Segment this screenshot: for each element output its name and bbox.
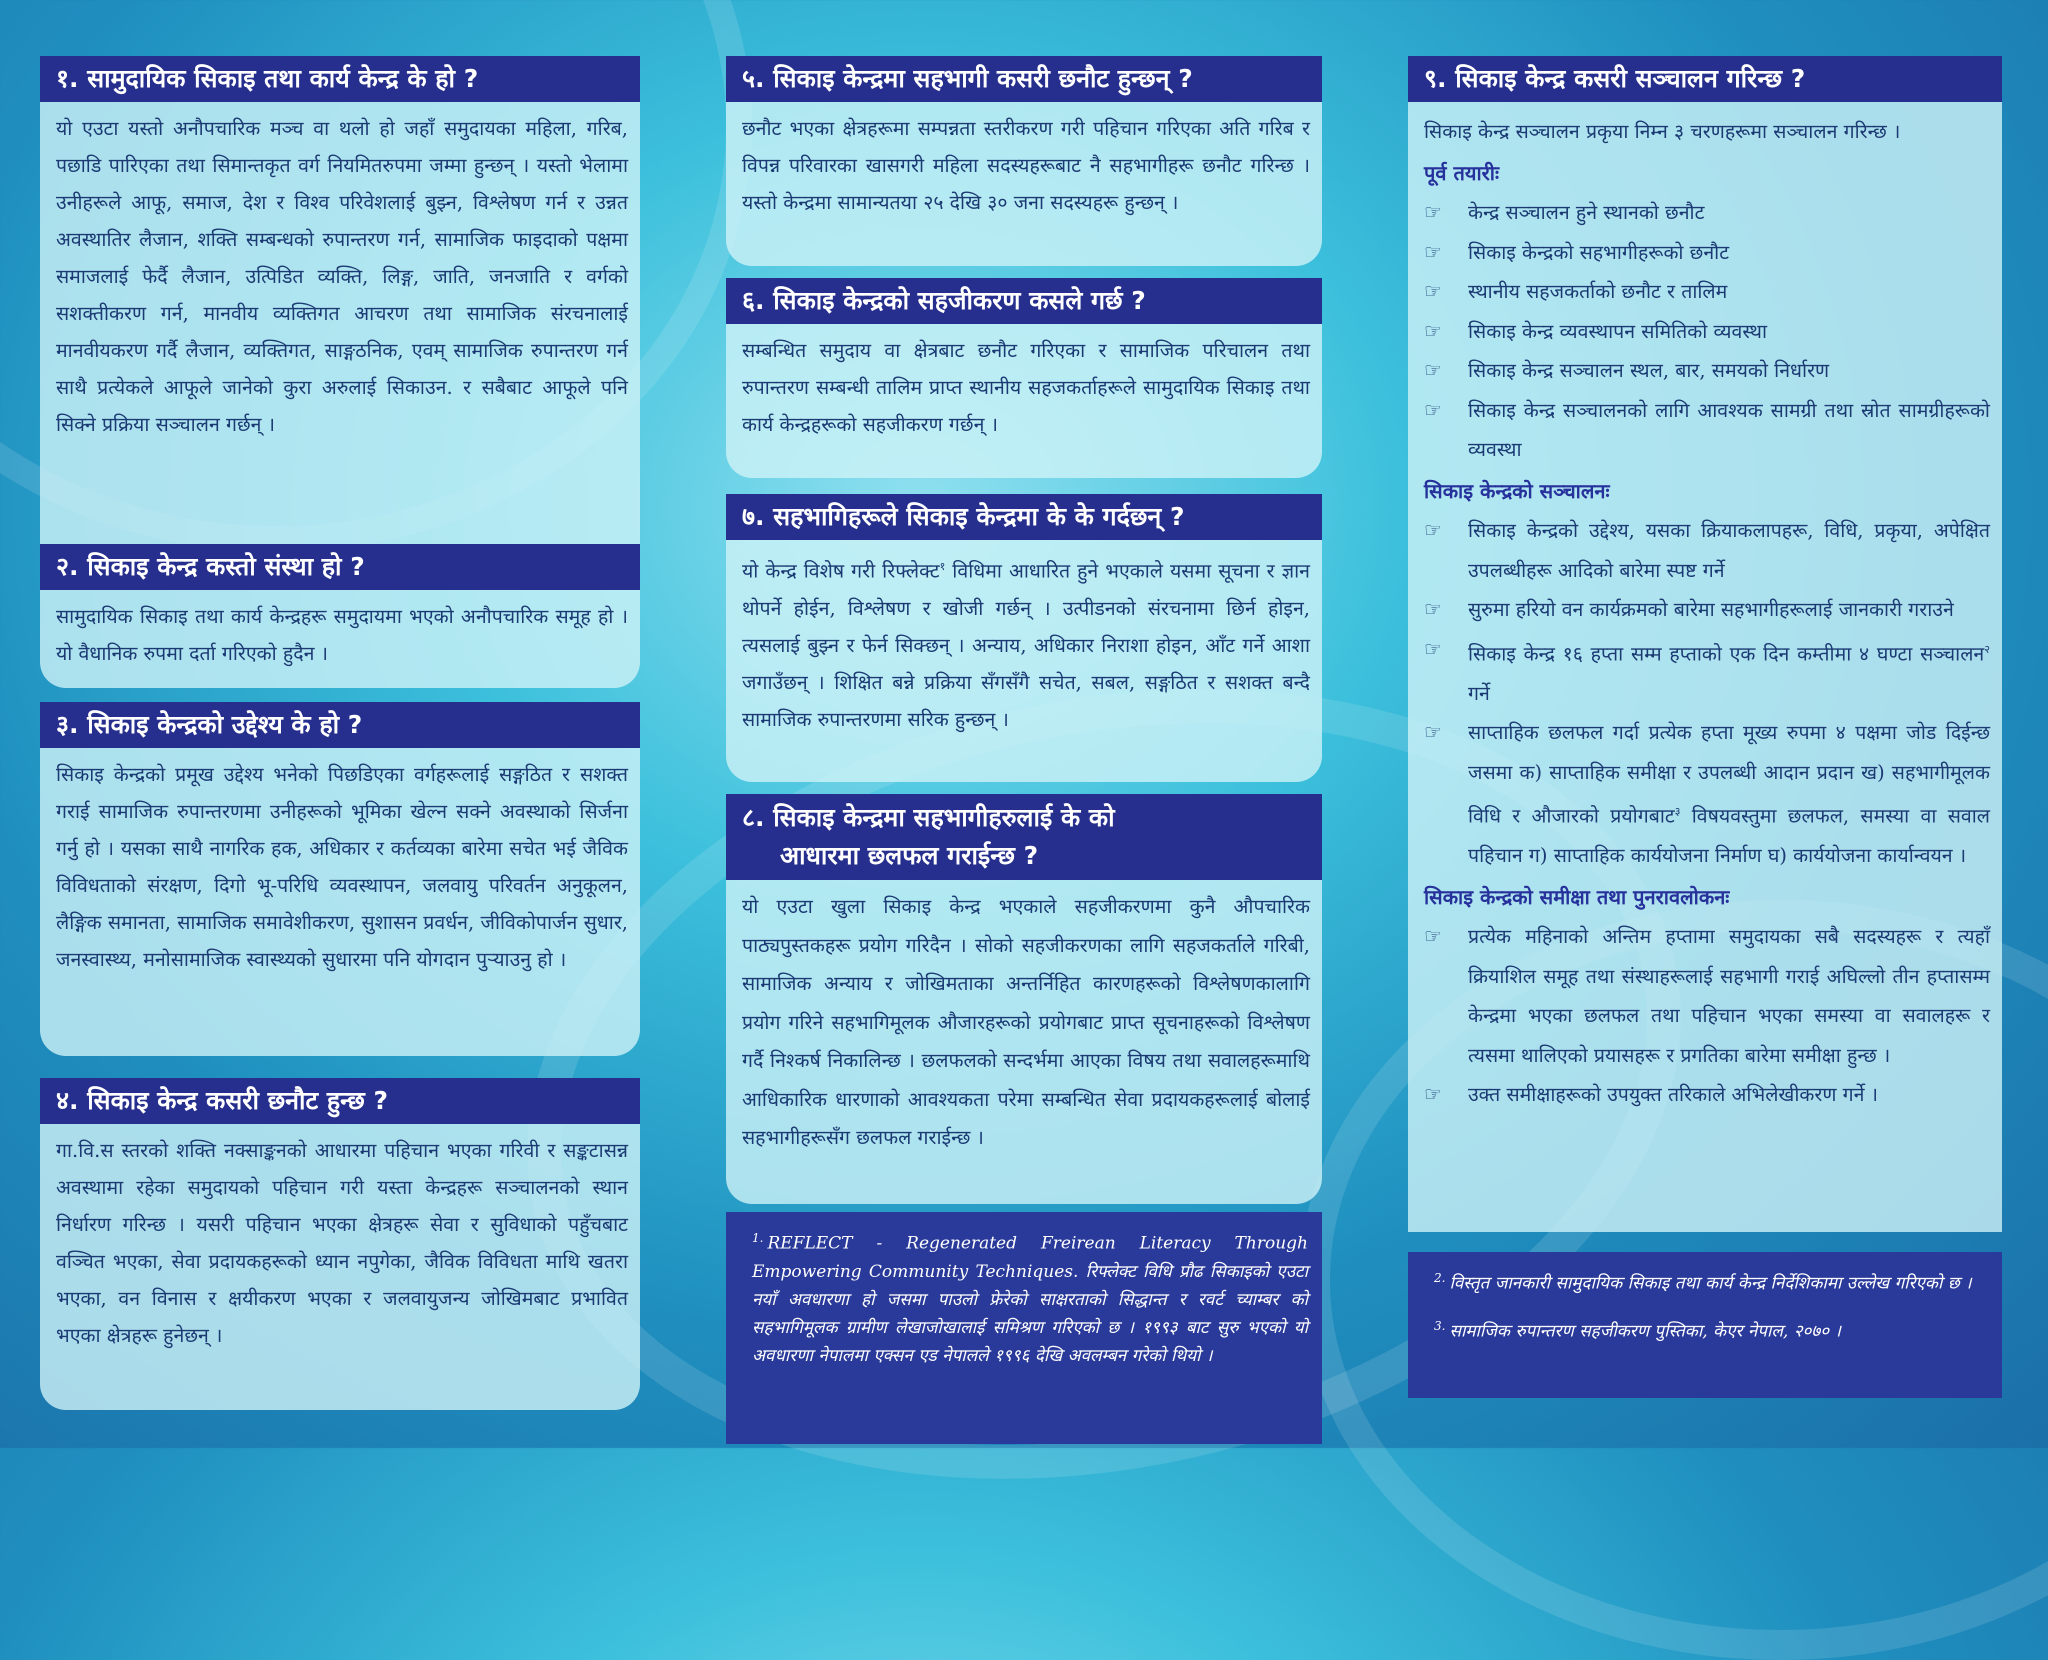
pointing-hand-icon: ☞	[1424, 720, 1442, 744]
list-review	[1424, 917, 1990, 1115]
section-4-title: ४. सिकाइ केन्द्र कसरी छनौट हुन्छ ?	[40, 1078, 640, 1124]
footnote-2	[1434, 1264, 1988, 1298]
pointing-hand-icon: ☞	[1424, 1082, 1442, 1106]
section-8	[726, 794, 1322, 1204]
section-1-title: १. सामुदायिक सिकाइ तथा कार्य केन्द्र के हो ?	[40, 56, 640, 102]
group-heading-review: सिकाइ केन्द्रको समीक्षा तथा पुनरावलोकनः	[1424, 884, 1730, 909]
section-5-title: ५. सिकाइ केन्द्रमा सहभागी कसरी छनौट हुन्छन् ?	[726, 56, 1322, 102]
section-8-title-line2: आधारमा छलफल गराईन्छ ?	[780, 841, 1039, 870]
section-7-body-text: विधिमा आधारित हुने भएकाले यसमा सूचना र ज्ञान थोपर्ने होईन, विश्लेषण र खोजी गर्छन् । उत्पीडनको संरचनामा छिर्न होइन, त्यसलाई बुझ्न र फेर्न सिक्छन् । अन्याय, अधिकार निराशा होइन, आँट गर्ने आशा जगाउँछन् । शिक्षित बन्ने प्रक्रिया सँगसँगै सचेत, सबल, सङ्गठित र सशक्त बन्दै सामाजिक रुपान्तरणमा सरिक हुन्छन् ।	[742, 559, 1310, 731]
footnote-number: 3.	[1434, 1318, 1446, 1333]
section-4	[40, 1078, 640, 1410]
section-7-body-text: यो केन्द्र विशेष गरी रिफ्लेक्ट	[742, 559, 940, 583]
section-3-body: सिकाइ केन्द्रको प्रमूख उद्देश्य भनेको पिछडिएका वर्गहरूलाई सङ्गठित र सशक्त गराई सामाजिक रुपान्तरणमा उनीहरूको भूमिका खेल्न सक्ने अवस्थाको सिर्जना गर्नु हो । यसका साथै नागरिक हक, अधिकार र कर्तव्यका बारेमा सचेत भई जैविक विविधताको संरक्षण, दिगो भू-परिधि व्यवस्थापन, जलवायु परिवर्तन अनुकूलन, लैङ्गिक समानता, सामाजिक समावेशीकरण, सुशासन प्रवर्धन, जीविकोपार्जन सुधार, जनस्वास्थ्य, मनोसामाजिक स्वास्थ्यको सुधारमा पनि योगदान पुऱ्याउनु हो ।	[40, 748, 640, 1056]
section-4-body: गा.वि.स स्तरको शक्ति नक्साङ्कनको आधारमा पहिचान भएका गरिवी र सङ्कटासन्न अवस्थामा रहेका समुदायको पहिचान गरी यस्ता केन्द्रहरू सञ्चालनको स्थान निर्धारण गरिन्छ । यसरी पहिचान भएका क्षेत्रहरू सेवा र सुविधाको पहुँचबाट वञ्चित भएका, सेवा प्रदायकहरूको ध्यान नपुगेका, जैविक विविधता माथि खतरा भएका, वन विनास र क्षयीकरण भएका र जलवायुजन्य जोखिमबाट प्रभावित भएका क्षेत्रहरू हुनेछन् ।	[40, 1124, 640, 1410]
pointing-hand-icon: ☞	[1424, 318, 1442, 343]
section-8-body: यो एउटा खुला सिकाइ केन्द्र भएकाले सहजीकरणमा कुनै औपचारिक पाठ्यपुस्तकहरू प्रयोग गरिदैन । सोको सहजीकरणका लागि सहजकर्ताले गरिबी, सामाजिक अन्याय र जोखिमताका अन्तर्निहित कारणहरूको विश्लेषणकालागि प्रयोग गरिने सहभागिमूलक औजारहरूको प्रयोगबाट प्राप्त सूचनाहरूको विश्लेषण गर्दै निश्कर्ष निकालिन्छ । छलफलको सन्दर्भमा आएका विषय तथा सवालहरूमाथि आधिकारिक धारणाको आवश्यकता परेमा सम्बन्धित सेवा प्रदायकहरूलाई बोलाई सहभागीहरूसँग छलफल गराईन्छ ।	[726, 880, 1322, 1204]
list-item: ☞ सिकाइ केन्द्र १६ हप्ता सम्म हप्ताको एक दिन कम्तीमा ४ घण्टा सञ्चालन$^२$ गर्ने	[1424, 630, 1990, 714]
section-5-body: छनौट भएका क्षेत्रहरूमा सम्पन्नता स्तरीकरण गरी पहिचान गरिएका अति गरिब र विपन्न परिवारका खासगरी महिला सदस्यहरूबाट नै सहभागीहरू छनौट गरिन्छ । यस्तो केन्द्रमा सामान्यतया २५ देखि ३० जना सदस्यहरू हुन्छन् ।	[726, 102, 1322, 266]
section-1	[40, 56, 640, 570]
section-5	[726, 56, 1322, 266]
list-item: ☞ साप्ताहिक छलफल गर्दा प्रत्येक हप्ता मूख्य रुपमा ४ पक्षमा जोड दिईन्छ जसमा क) साप्ताहिक समीक्षा र उपलब्धी आदान प्रदान ख) सहभागीमूलक विधि र औजारको प्रयोगबाट$^३$ विषयवस्तुमा छलफल, समस्या वा सवाल पहिचान ग) साप्ताहिक कार्ययोजना निर्माण घ) कार्ययोजना कार्यान्वयन ।	[1424, 713, 1990, 876]
list-item: ☞ सिकाइ केन्द्रको उद्देश्य, यसका क्रियाकलापहरू, विधि, प्रकृया, अपेक्षित उपलब्धीहरू आदिको बारेमा स्पष्ट गर्ने	[1424, 511, 1990, 590]
pointing-hand-icon: ☞	[1424, 358, 1442, 382]
list-item: ☞ सिकाइ केन्द्र सञ्चालनको लागि आवश्यक सामग्री तथा स्रोत सामग्रीहरूको व्यवस्था	[1424, 391, 1990, 470]
pointing-hand-icon: ☞	[1424, 279, 1442, 303]
list-item: ☞ स्थानीय सहजकर्ताको छनौट र तालिम	[1424, 272, 1990, 312]
footnote-ref-1: १	[939, 560, 946, 573]
footnote-3	[1434, 1312, 1988, 1346]
list-preparation	[1424, 193, 1990, 470]
section-9-body	[1408, 102, 2002, 1232]
list-item: ☞ सिकाइ केन्द्रको सहभागीहरूको छनौट	[1424, 233, 1990, 273]
footnote-number: 1.	[752, 1231, 764, 1245]
section-2	[40, 544, 640, 688]
group-heading-operation: सिकाइ केन्द्रको सञ्चालनः	[1424, 478, 1610, 503]
pointing-hand-icon: ☞	[1424, 518, 1442, 542]
section-7-body	[726, 540, 1322, 782]
pointing-hand-icon: ☞	[1424, 924, 1442, 948]
section-2-title: २. सिकाइ केन्द्र कस्तो संस्था हो ?	[40, 544, 640, 590]
section-3	[40, 702, 640, 1056]
list-item: ☞ सिकाइ केन्द्र सञ्चालन स्थल, बार, समयको निर्धारण	[1424, 351, 1990, 391]
list-item: ☞ केन्द्र सञ्चालन हुने स्थानको छनौट	[1424, 193, 1990, 233]
section-1-body: यो एउटा यस्तो अनौपचारिक मञ्च वा थलो हो जहाँ समुदायका महिला, गरिब, पछाडि पारिएका तथा सिमान्तकृत वर्ग नियमितरुपमा जम्मा हुन्छन् । यस्तो भेलामा उनीहरूले आफू, समाज, देश र विश्व परिवेशलाई बुझ्न, विश्लेषण गर्न र उन्नत अवस्थातिर लैजान, शक्ति सम्बन्धको रुपान्तरण गर्न, सामाजिक फाइदाको पक्षमा समाजलाई फेर्दै लैजान, उत्पिडित व्यक्ति, लिङ्ग, जाति, जनजाति र वर्गको सशक्तीकरण गर्न, मानवीय व्यक्तिगत आचरण तथा सामाजिक संरचनालाई मानवीयकरण गर्दै लैजान, व्यक्तिगत, साङ्गठनिक, एवम् सामाजिक रुपान्तरण गर्न साथै प्रत्येकले आफूले जानेको कुरा अरुलाई सिकाउन. र सबैबाट आफूले पनि सिक्ने प्रक्रिया सञ्चालन गर्छन् ।	[40, 102, 640, 570]
section-7	[726, 494, 1322, 782]
pointing-hand-icon: ☞	[1424, 239, 1442, 264]
section-6	[726, 278, 1322, 478]
pointing-hand-icon: ☞	[1424, 597, 1442, 621]
section-9-title: ९. सिकाइ केन्द्र कसरी सञ्चालन गरिन्छ ?	[1408, 56, 2002, 102]
list-operation	[1424, 511, 1990, 876]
footnote-number: 2.	[1434, 1271, 1446, 1285]
footnote-text: सामाजिक रुपान्तरण सहजीकरण पुस्तिका, केएर नेपाल, २०७० ।	[1449, 1321, 1841, 1342]
section-6-title: ६. सिकाइ केन्द्रको सहजीकरण कसले गर्छ ?	[726, 278, 1322, 324]
list-item: ☞ प्रत्येक महिनाको अन्तिम हप्तामा समुदायका सबै सदस्यहरू र त्यहाँ क्रियाशिल समूह तथा संस्थाहरूलाई सहभागी गराई अघिल्लो तीन हप्तासम्म केन्द्रमा भएका छलफल तथा पहिचान भएका समस्या वा सवालहरू र त्यसमा थालिएको प्रयासहरू र प्रगतिका बारेमा समीक्षा हुन्छ ।	[1424, 917, 1990, 1075]
footnote-reflect	[726, 1212, 1322, 1444]
section-9	[1408, 56, 2002, 1232]
list-item: ☞ सुरुमा हरियो वन कार्यक्रमको बारेमा सहभागीहरूलाई जानकारी गराउने	[1424, 590, 1990, 630]
section-8-title	[726, 794, 1322, 880]
list-item: ☞ उक्त समीक्षाहरूको उपयुक्त तरिकाले अभिलेखीकरण गर्ने ।	[1424, 1075, 1990, 1115]
section-3-title: ३. सिकाइ केन्द्रको उद्देश्य के हो ?	[40, 702, 640, 748]
group-heading-preparation: पूर्व तयारीः	[1424, 160, 1500, 185]
list-item: ☞ सिकाइ केन्द्र व्यवस्थापन समितिको व्यवस्था	[1424, 312, 1990, 352]
section-6-body: सम्बन्धित समुदाय वा क्षेत्रबाट छनौट गरिएका र सामाजिक परिचालन तथा रुपान्तरण सम्बन्धी तालिम प्राप्त स्थानीय सहजकर्ताहरूले सामुदायिक सिकाइ तथा कार्य केन्द्रहरूको सहजीकरण गर्छन् ।	[726, 324, 1322, 478]
section-9-intro: सिकाइ केन्द्र सञ्चालन प्रकृया निम्न ३ चरणहरूमा सञ्चालन गरिन्छ ।	[1424, 120, 1901, 143]
footnote-ref-3: ३	[1674, 805, 1681, 818]
section-8-title-line1: ८. सिकाइ केन्द्रमा सहभागीहरुलाई के को	[742, 803, 1115, 832]
footnote-text: REFLECT - Regenerated Freirean Literacy Through Empowering Community Techniques. रिफ्लेक्ट विधि प्रौढ सिकाइको एउटा नयाँ अवधारणा हो जसमा पाउलो फ्रेरेको साक्षरताको सिद्धान्त र रवर्ट च्याम्बर को सहभागिमूलक ग्रामीण लेखाजोखालाई समिश्रण गरिएको छ । १९९३ बाट सुरु भएको यो अवधारणा नेपालमा एक्सन एड नेपालले १९९६ देखि अवलम्बन गरेको थियो ।	[752, 1233, 1308, 1366]
footnote-ref-2: २	[1984, 642, 1990, 656]
pointing-hand-icon: ☞	[1424, 636, 1442, 661]
footnote-text: विस्तृत जानकारी सामुदायिक सिकाइ तथा कार्य केन्द्र निर्देशिकामा उल्लेख गरिएको छ ।	[1449, 1273, 1972, 1294]
section-2-body: सामुदायिक सिकाइ तथा कार्य केन्द्रहरू समुदायमा भएको अनौपचारिक समूह हो । यो वैधानिक रुपमा दर्ता गरिएको हुदैन ।	[40, 590, 640, 688]
pointing-hand-icon: ☞	[1424, 200, 1442, 224]
section-7-title: ७. सहभागिहरूले सिकाइ केन्द्रमा के के गर्दछन् ?	[726, 494, 1322, 540]
pointing-hand-icon: ☞	[1424, 397, 1442, 422]
footnotes-box	[1408, 1252, 2002, 1398]
